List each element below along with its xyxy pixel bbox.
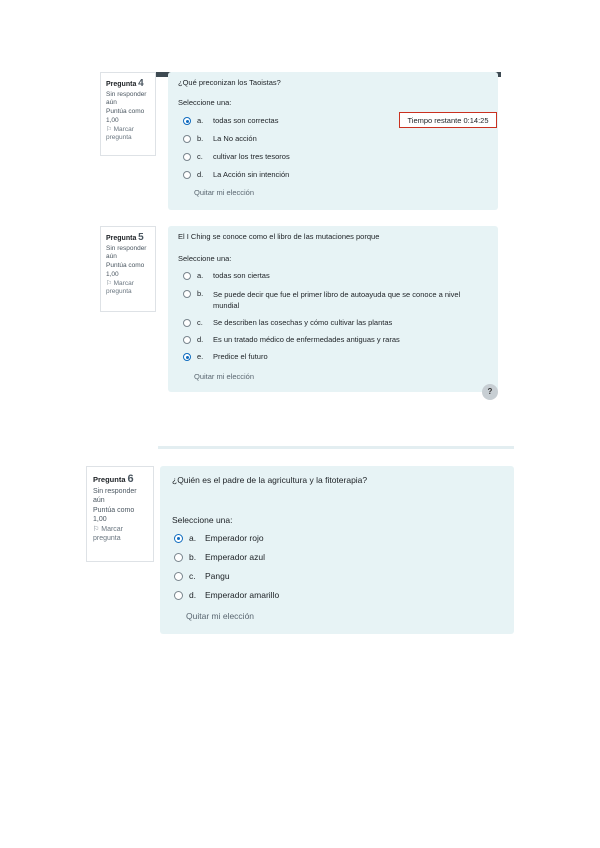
question-score: Puntúa como 1,00: [93, 506, 135, 524]
radio-button[interactable]: [183, 353, 191, 361]
question-number: 4: [138, 78, 144, 89]
option-text: Es un tratado médico de enfermedades antiguas y raras: [213, 335, 400, 344]
answer-option-d[interactable]: d. Es un tratado médico de enfermedades antiguas y raras: [183, 335, 400, 344]
flag-question-link[interactable]: [106, 126, 150, 144]
radio-button[interactable]: [174, 553, 183, 562]
question-info-4: [100, 72, 156, 156]
question-info-6: [86, 466, 154, 562]
answer-option-d[interactable]: d. Emperador amarillo: [174, 590, 279, 600]
flag-label: Marcar pregunta: [106, 279, 134, 296]
question-status: Sin responder aún: [106, 90, 147, 107]
option-text: La No acción: [213, 134, 257, 143]
radio-button[interactable]: [183, 135, 191, 143]
clear-choice-link[interactable]: Quitar mi elección: [186, 611, 255, 621]
flag-icon: ⚐: [93, 525, 100, 533]
question-score: Puntúa como 1,00: [106, 108, 145, 124]
answer-option-c[interactable]: c. Pangu: [174, 571, 230, 581]
flag-icon: ⚐: [106, 125, 112, 133]
option-text: Predice el futuro: [213, 352, 268, 361]
answer-option-e[interactable]: e. Predice el futuro: [183, 352, 268, 361]
radio-button[interactable]: [183, 171, 191, 179]
time-remaining-box: Tiempo restante 0:14:25: [399, 112, 497, 128]
option-text: Emperador azul: [205, 552, 266, 562]
option-text: Pangu: [205, 571, 230, 581]
answer-option-a[interactable]: a. todas son correctas: [183, 116, 278, 125]
answer-option-b[interactable]: b. Se puede decir que fue el primer libro de autoayuda que se conoce a nivel mundial: [183, 289, 483, 312]
answer-option-c[interactable]: c. Se describen las cosechas y cómo cultivar las plantas: [183, 318, 392, 327]
question-text: ¿Quién es el padre de la agricultura y la fitoterapia?: [172, 475, 368, 485]
radio-button[interactable]: [174, 534, 183, 543]
question-status: Sin responder aún: [93, 487, 137, 505]
radio-button[interactable]: [183, 319, 191, 327]
question-label: Pregunta: [93, 475, 126, 484]
answer-option-d[interactable]: d. La Acción sin intención: [183, 170, 289, 179]
answer-option-b[interactable]: b. Emperador azul: [174, 552, 265, 562]
question-status: Sin responder aún: [106, 244, 147, 261]
option-text: Emperador rojo: [205, 533, 264, 543]
radio-button[interactable]: [183, 272, 191, 280]
question-text: ¿Qué preconizan los Taoistas?: [178, 78, 281, 87]
radio-button[interactable]: [183, 117, 191, 125]
select-prompt: Seleccione una:: [178, 254, 232, 263]
help-icon[interactable]: ?: [482, 384, 498, 400]
option-text: todas son ciertas: [213, 271, 270, 280]
question-number: 5: [138, 232, 144, 243]
question-text: El I Ching se conoce como el libro de las mutaciones porque: [178, 232, 380, 241]
select-prompt: Seleccione una:: [172, 515, 233, 525]
option-text: Se describen las cosechas y cómo cultivar las plantas: [213, 318, 393, 327]
clear-choice-link[interactable]: Quitar mi elección: [194, 372, 255, 381]
select-prompt: Seleccione una:: [178, 98, 232, 107]
radio-button[interactable]: [183, 153, 191, 161]
question-number: 6: [127, 473, 134, 485]
clear-choice-link[interactable]: Quitar mi elección: [194, 188, 255, 197]
divider: [158, 446, 514, 449]
flag-question-link[interactable]: [93, 525, 147, 544]
question-content-6: [160, 466, 514, 634]
question-score: Puntúa como 1,00: [106, 262, 145, 278]
radio-button[interactable]: [174, 572, 183, 581]
radio-button[interactable]: [174, 591, 183, 600]
radio-button[interactable]: [183, 336, 191, 344]
flag-question-link[interactable]: [106, 280, 150, 298]
flag-label: Marcar pregunta: [106, 125, 134, 142]
option-text: Se puede decir que fue el primer libro de autoayuda que se conoce a nivel mundial: [213, 290, 461, 311]
answer-option-c[interactable]: c. cultivar los tres tesoros: [183, 152, 290, 161]
question-info-5: [100, 226, 156, 312]
answer-option-a[interactable]: a. Emperador rojo: [174, 533, 264, 543]
answer-option-a[interactable]: a. todas son ciertas: [183, 271, 270, 280]
option-text: Emperador amarillo: [205, 590, 280, 600]
option-text: cultivar los tres tesoros: [213, 152, 290, 161]
answer-option-b[interactable]: b. La No acción: [183, 134, 257, 143]
question-label: Pregunta: [106, 81, 137, 88]
question-label: Pregunta: [106, 235, 137, 242]
flag-icon: ⚐: [106, 279, 112, 287]
radio-button[interactable]: [183, 290, 191, 298]
flag-label: Marcar pregunta: [93, 525, 124, 543]
option-text: todas son correctas: [213, 116, 279, 125]
option-text: La Acción sin intención: [213, 170, 290, 179]
